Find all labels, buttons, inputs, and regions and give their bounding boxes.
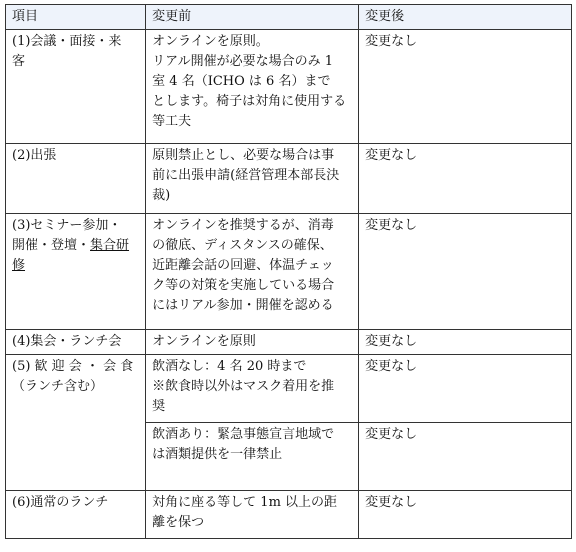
item-text: (4)集会・ランチ会 (12, 334, 122, 349)
after-cell: 変更なし (359, 30, 572, 144)
item-text: (2)出張 (12, 148, 57, 163)
item-text-wrap (12, 236, 139, 256)
before-text: オンラインを原則。 (152, 34, 269, 49)
before-text: オンラインを推奨するが、消毒 (152, 218, 334, 233)
item-text: (1)会議・面接・来 (12, 34, 122, 49)
item-cell (6, 30, 146, 144)
after-cell: 変更なし (359, 144, 572, 214)
after-cell: 変更なし (359, 355, 572, 423)
before-text: 原則禁止とし、必要な場合は事 (152, 148, 335, 163)
item-text: (3)セミナー参加・ (12, 218, 122, 233)
after-cell: 変更なし (359, 214, 572, 330)
before-cell (146, 330, 359, 355)
item-cell (6, 330, 146, 355)
before-text: オンラインを原則 (152, 334, 256, 349)
before-text: 離を保つ (152, 515, 205, 530)
table-row (6, 330, 572, 355)
before-text: 裁) (152, 188, 171, 203)
before-text: リアル開催が必要な場合のみ 1 (152, 54, 334, 69)
before-text: にはリアル参加・開催を認める (152, 298, 334, 313)
before-text: 飲酒なし：4 名 20 時まで (152, 359, 307, 374)
after-cell: 変更なし (359, 423, 572, 491)
policy-change-table (5, 4, 572, 539)
before-text: ※飲食時以外はマスク着用を推 (152, 379, 335, 394)
header-row (6, 5, 572, 30)
item-underlined-text: 集合研 (90, 238, 130, 253)
item-text: (5) 歓 迎 会 ・ 会 食 (12, 359, 134, 374)
before-text: は酒類提供を一律禁止 (152, 447, 283, 462)
item-text: (6)通常のランチ (12, 495, 109, 510)
item-cell (6, 355, 146, 491)
header-after: 変更後 (359, 5, 572, 30)
header-item: 項目 (6, 5, 146, 30)
before-text: ク等の対策を実施している場合 (152, 278, 335, 293)
before-cell (146, 144, 359, 214)
before-text: 奨 (152, 399, 166, 414)
before-text: 対角に座る等して 1m 以上の距 (152, 495, 338, 510)
table-row (6, 491, 572, 539)
before-text: 等工夫 (152, 114, 192, 129)
item-cell (6, 214, 146, 330)
item-cell (6, 144, 146, 214)
before-text: とします。椅子は対角に使用する (152, 94, 347, 109)
before-cell (146, 423, 359, 491)
before-text: 飲酒あり：緊急事態宣言地域で (152, 427, 335, 442)
before-cell (146, 491, 359, 539)
item-text: （ランチ含む） (12, 379, 104, 394)
after-cell: 変更なし (359, 491, 572, 539)
table-row (6, 144, 572, 214)
before-text: 前に出張申請(経営管理本部長決 (152, 168, 340, 183)
before-text: 室 4 名（ICHO は 6 名）まで (152, 74, 331, 89)
item-underlined-text: 修 (12, 258, 26, 273)
before-cell (146, 355, 359, 423)
table-row (6, 355, 572, 423)
table-row (6, 30, 572, 144)
before-cell (146, 214, 359, 330)
before-text: 近距離会話の回避、体温チェッ (152, 258, 334, 273)
table-row (6, 214, 572, 330)
before-text: の徹底、ディスタンスの確保、 (152, 238, 333, 253)
before-cell (146, 30, 359, 144)
header-before: 変更前 (146, 5, 359, 30)
item-text: 客 (12, 54, 26, 69)
item-cell (6, 491, 146, 539)
after-cell: 変更なし (359, 330, 572, 355)
item-text: 開催・登壇・ (12, 238, 91, 253)
